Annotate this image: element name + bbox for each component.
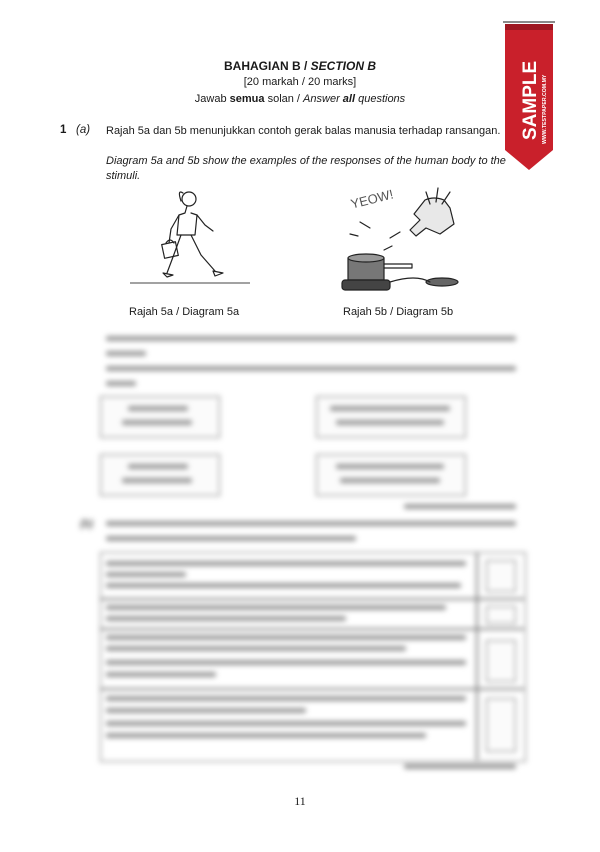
yeow-text: YEOW! bbox=[349, 186, 395, 212]
page-number: 11 bbox=[294, 794, 306, 808]
diagram-5a-walking-person bbox=[125, 185, 255, 290]
caption-diagram-5b: Rajah 5b / Diagram 5b bbox=[343, 306, 454, 318]
question-text-malay: Rajah 5a dan 5b menunjukkan contoh gerak balas manusia terhadap ransangan. bbox=[106, 125, 501, 137]
caption-diagram-5a: Rajah 5a / Diagram 5a bbox=[129, 306, 240, 318]
question-text-english: Diagram 5a and 5b show the examples of the responses of the human body to the stimuli. bbox=[106, 155, 506, 182]
section-heading: BAHAGIAN B / SECTION B bbox=[223, 59, 376, 73]
marks-line: [20 markah / 20 marks] bbox=[243, 76, 357, 88]
ribbon-sample-text: SAMPLE bbox=[520, 60, 541, 140]
instruction-line: Jawab semua solan / Answer all questions bbox=[194, 93, 406, 105]
ribbon-url-text: WWW.TESTPAPER.COM.MY bbox=[542, 74, 548, 144]
blurred-region: (b) bbox=[0, 320, 600, 780]
question-part-label: (a) bbox=[76, 124, 91, 136]
diagram-5b-hot-pan bbox=[330, 178, 480, 298]
question-number: 1 bbox=[60, 124, 67, 136]
sample-ribbon-watermark bbox=[503, 20, 555, 170]
